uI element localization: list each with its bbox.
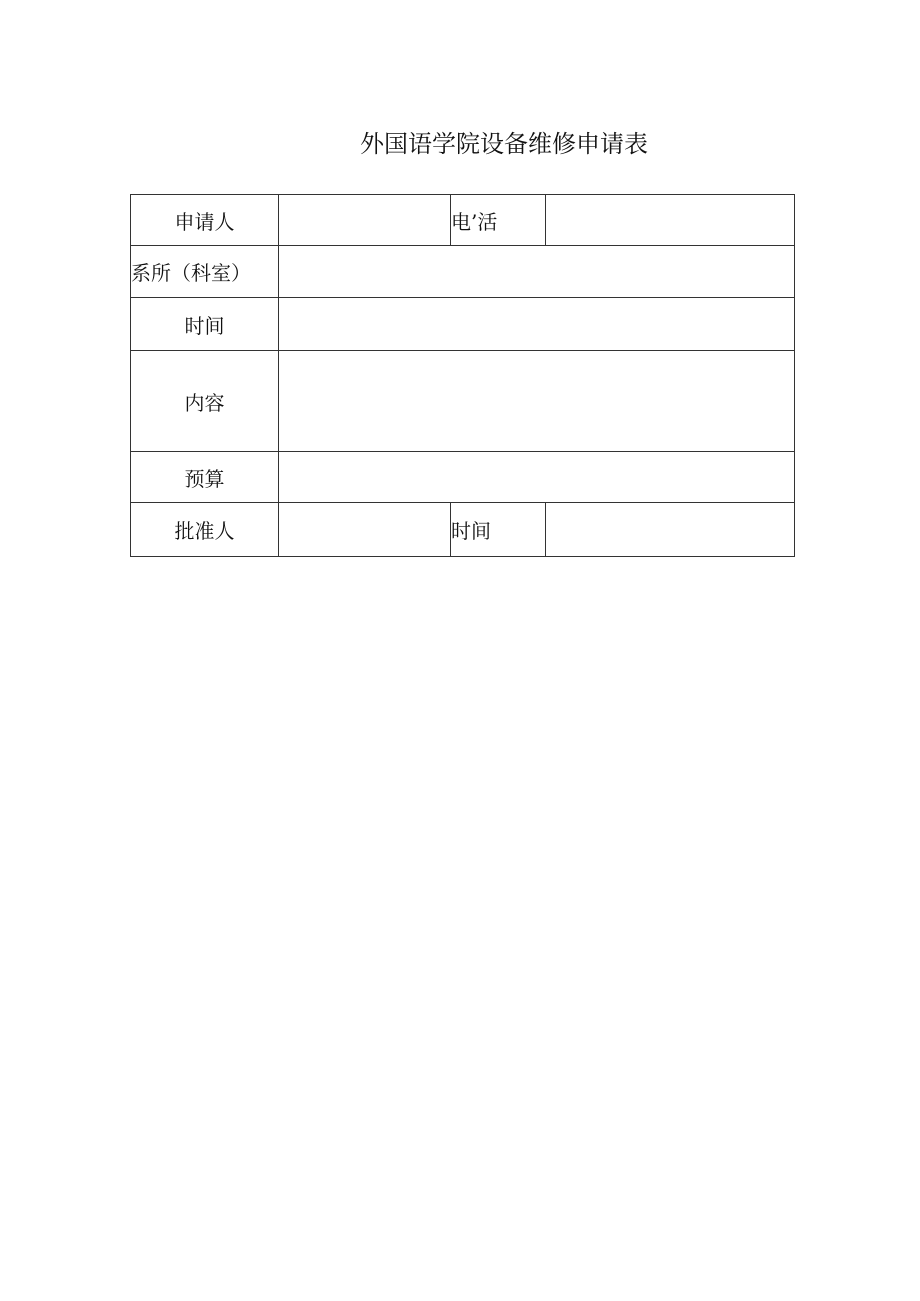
approver-label: 批准人: [131, 503, 279, 557]
content-field[interactable]: [279, 351, 795, 452]
row-time: [131, 298, 795, 351]
row-approver: [131, 503, 795, 557]
time-field[interactable]: [279, 298, 795, 351]
budget-label: 预算: [131, 452, 279, 503]
row-budget: [131, 452, 795, 503]
time-label: 时间: [131, 298, 279, 351]
approval-time-label: 时间: [451, 503, 546, 557]
budget-field[interactable]: [279, 452, 795, 503]
row-department: [131, 246, 795, 298]
approver-field[interactable]: [279, 503, 451, 557]
row-applicant: [131, 195, 795, 246]
department-label: 系所（科室）: [131, 246, 279, 298]
approval-time-field[interactable]: [546, 503, 795, 557]
row-content: [131, 351, 795, 452]
applicant-label: 申请人: [131, 195, 279, 246]
repair-request-table: [130, 194, 795, 557]
phone-label: 电’活: [451, 195, 546, 246]
form-title: 外国语学院设备维修申请表: [360, 130, 648, 158]
applicant-field[interactable]: [279, 195, 451, 246]
content-label: 内容: [131, 351, 279, 452]
department-field[interactable]: [279, 246, 795, 298]
phone-field[interactable]: [546, 195, 795, 246]
